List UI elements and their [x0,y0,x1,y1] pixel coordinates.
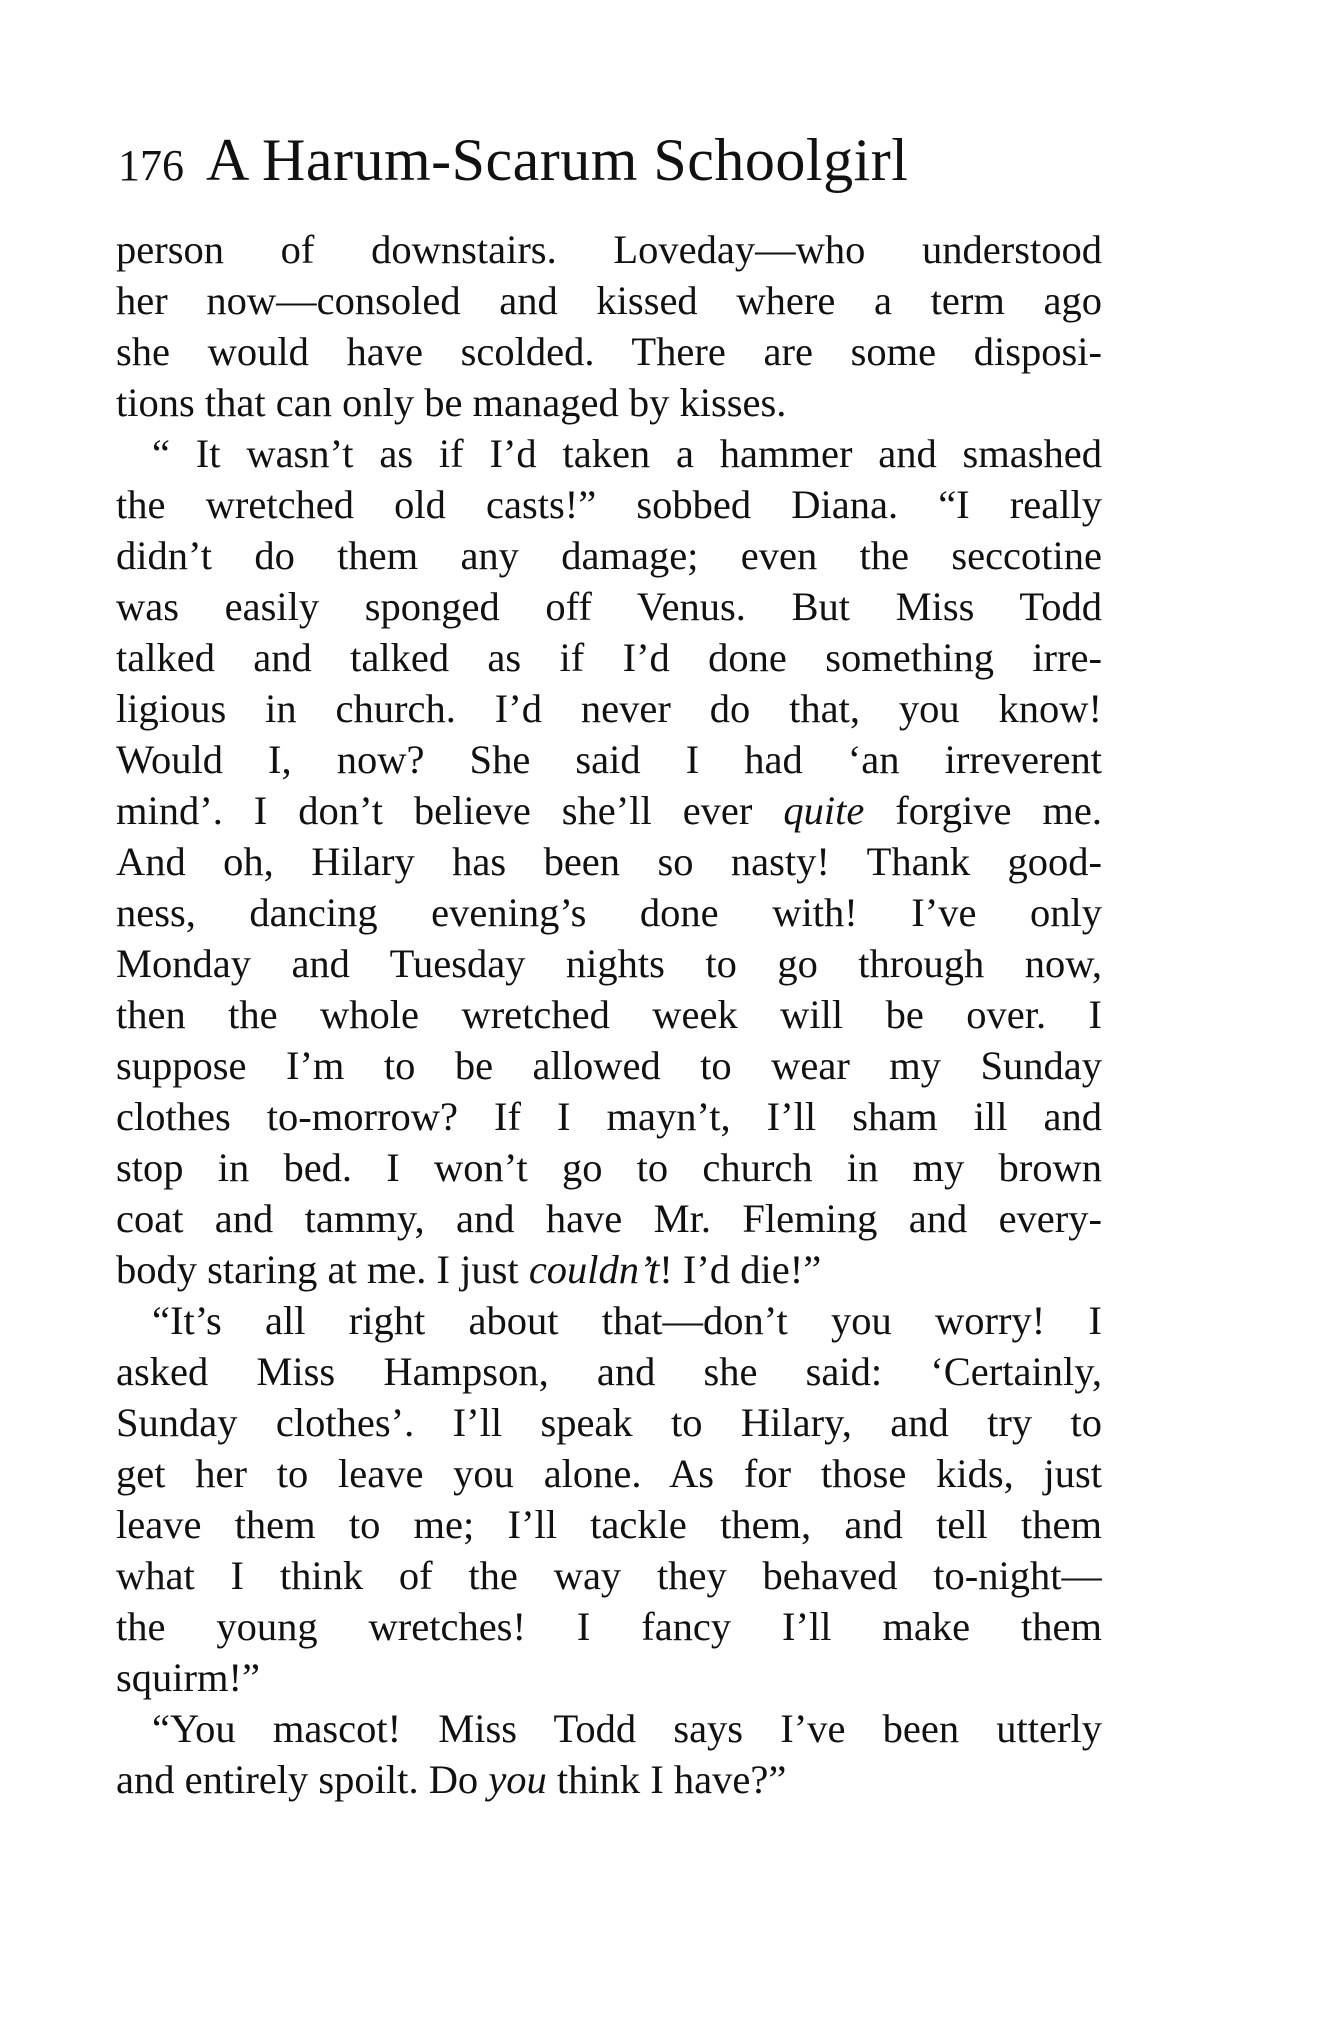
text-line: coat and tammy, and have Mr. Fleming and every- [116,1196,1102,1241]
italic-word: you [488,1757,547,1802]
text-line: the wretched old casts!” sobbed Diana. “I really [116,482,1102,527]
text-line: asked Miss Hampson, and she said: ‘Certainly, [116,1349,1102,1394]
running-title: A Harum-Scarum Schoolgirl [206,127,909,193]
text-line: Sunday clothes’. I’ll speak to Hilary, and try to [116,1400,1102,1445]
text-line: stop in bed. I won’t go to church in my brown [116,1145,1102,1190]
italic-word: quite [783,788,865,833]
text-line: “ It wasn’t as if I’d taken a hammer and smashed [152,431,1102,476]
text-line: “You mascot! Miss Todd says I’ve been utterly [152,1706,1102,1751]
text-line: “It’s all right about that—don’t you worry! I [152,1298,1102,1343]
page-header [118,126,1098,216]
text-line: the young wretches! I fancy I’ll make them [116,1604,1102,1649]
text-line: Would I, now? She said I had ‘an irreverent [116,737,1102,782]
text-line: person of downstairs. Loveday—who understood [116,227,1102,272]
text-line: she would have scolded. There are some disposi- [116,329,1102,374]
text-line: get her to leave you alone. As for those kids, just [116,1451,1102,1496]
text-line: what I think of the way they behaved to-night— [116,1553,1102,1598]
text-line: tions that can only be managed by kisses. [116,380,787,425]
italic-word: couldn’t [528,1247,660,1292]
page-number: 176 [118,141,184,190]
text-line: suppose I’m to be allowed to wear my Sunday [116,1043,1102,1088]
text-line: talked and talked as if I’d done something irre- [116,635,1102,680]
text-line: ness, dancing evening’s done with! I’ve only [116,890,1102,935]
body-text [116,224,1102,1805]
text-line: was easily sponged off Venus. But Miss Todd [116,584,1102,629]
text-line: mind’. I don’t believe she’ll ever quite forgive me. [116,788,1102,833]
text-line: clothes to-morrow? If I mayn’t, I’ll sham ill and [116,1094,1102,1139]
text-line: body staring at me. I just couldn’t! I’d die!” [116,1247,822,1292]
text-line: ligious in church. I’d never do that, you know! [116,686,1102,731]
text-line: leave them to me; I’ll tackle them, and tell them [116,1502,1102,1547]
text-line: Monday and Tuesday nights to go through now, [116,941,1102,986]
text-line: And oh, Hilary has been so nasty! Thank good- [116,839,1102,884]
text-line: squirm!” [116,1655,260,1700]
text-line: and entirely spoilt. Do you think I have?” [116,1757,787,1802]
text-line: then the whole wretched week will be over. I [116,992,1102,1037]
text-line: didn’t do them any damage; even the seccotine [116,533,1102,578]
text-line: her now—consoled and kissed where a term ago [116,278,1102,323]
